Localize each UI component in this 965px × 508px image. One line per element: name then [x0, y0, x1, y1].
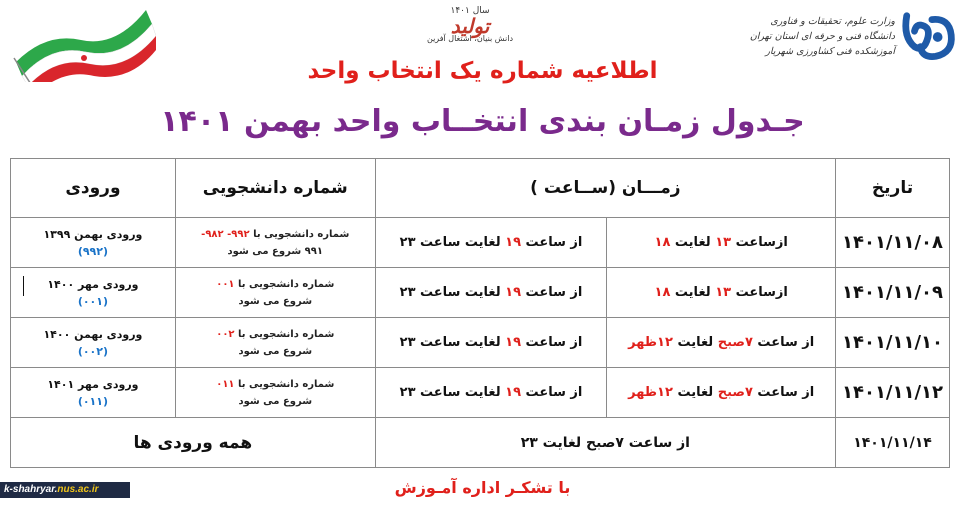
- row-entry: ورودی بهمن ۱۳۹۹ (۹۹۲): [11, 218, 176, 268]
- slogan-main: تولید: [450, 14, 490, 38]
- row-entry-all: همه ورودی ها: [11, 418, 376, 468]
- row-entry: ورودی مهر ۱۴۰۱ (۰۱۱): [11, 368, 176, 418]
- row-time-2: از ساعت ۱۹ لغایت ساعت ۲۳: [375, 368, 607, 418]
- row-time-1: ازساعت ۱۳ لغایت ۱۸: [607, 218, 836, 268]
- row-date: ۱۴۰۱/۱۱/۱۴: [836, 418, 950, 468]
- footer-thanks: با تشکـر اداره آمـوزش: [394, 478, 571, 497]
- table-row-all-entries: [11, 418, 950, 468]
- row-entry: ورودی بهمن ۱۴۰۰ (۰۰۲): [11, 318, 176, 368]
- schedule-table: [10, 158, 950, 468]
- header-student-no: شماره دانشجویی: [175, 159, 375, 218]
- year-slogan-logo: [410, 6, 530, 60]
- table-header-row: [11, 159, 950, 218]
- row-date: ۱۴۰۱/۱۱/۱۲: [836, 368, 950, 418]
- row-time-2: از ساعت ۱۹ لغایت ساعت ۲۳: [375, 218, 607, 268]
- text-cursor: [23, 276, 24, 296]
- table-row: [11, 218, 950, 268]
- row-time-all: از ساعت ۷صبح لغایت ۲۳: [375, 418, 835, 468]
- row-time-2: از ساعت ۱۹ لغایت ساعت ۲۳: [375, 318, 607, 368]
- row-date: ۱۴۰۱/۱۱/۱۰: [836, 318, 950, 368]
- row-time-1: از ساعت ۷صبح لغایت ۱۲ظهر: [607, 318, 836, 368]
- row-time-2: از ساعت ۱۹ لغایت ساعت ۲۳: [375, 268, 607, 318]
- org-line-1: وزارت علوم، تحقیقات و فناوری: [770, 16, 895, 27]
- row-student-no: شماره دانشجویی با ۰۱۱ شروع می شود: [175, 368, 375, 418]
- site-url-badge[interactable]: k-shahryar.nus.ac.ir: [0, 482, 130, 498]
- row-time-1: ازساعت ۱۳ لغایت ۱۸: [607, 268, 836, 318]
- table-row: [11, 268, 950, 318]
- header-time: زمـــان (ســاعت ): [375, 159, 835, 218]
- row-entry: ورودی مهر ۱۴۰۰ (۰۰۱): [11, 268, 176, 318]
- row-date: ۱۴۰۱/۱۱/۰۸: [836, 218, 950, 268]
- row-student-no: شماره دانشجویی با ۰۰۲ شروع می شود: [175, 318, 375, 368]
- row-time-1: از ساعت ۷صبح لغایت ۱۲ظهر: [607, 368, 836, 418]
- slogan-sub: دانش بنیان، اشتغال آفرین: [426, 34, 513, 43]
- header-entry: ورودی: [11, 159, 176, 218]
- row-student-no: شماره دانشجویی با ۹۹۲- ۹۸۲- ۹۹۱ شروع می شود: [175, 218, 375, 268]
- row-student-no: شماره دانشجویی با ۰۰۱ شروع می شود: [175, 268, 375, 318]
- table-row: [11, 318, 950, 368]
- org-line-3: آموزشکده فنی کشاورزی شهریار: [765, 46, 895, 57]
- announcement-title: اطلاعیه شماره یک انتخاب واحد: [307, 58, 658, 84]
- schedule-title: جـدول زمـان بندی انتخــاب واحد بهمن ۱۴۰۱: [160, 104, 805, 139]
- row-date: ۱۴۰۱/۱۱/۰۹: [836, 268, 950, 318]
- header-date: تاریخ: [836, 159, 950, 218]
- org-line-2: دانشگاه فنی و حرفه ای استان تهران: [749, 31, 895, 42]
- table-row: [11, 368, 950, 418]
- slogan-year: سال ۱۴۰۱: [450, 6, 490, 16]
